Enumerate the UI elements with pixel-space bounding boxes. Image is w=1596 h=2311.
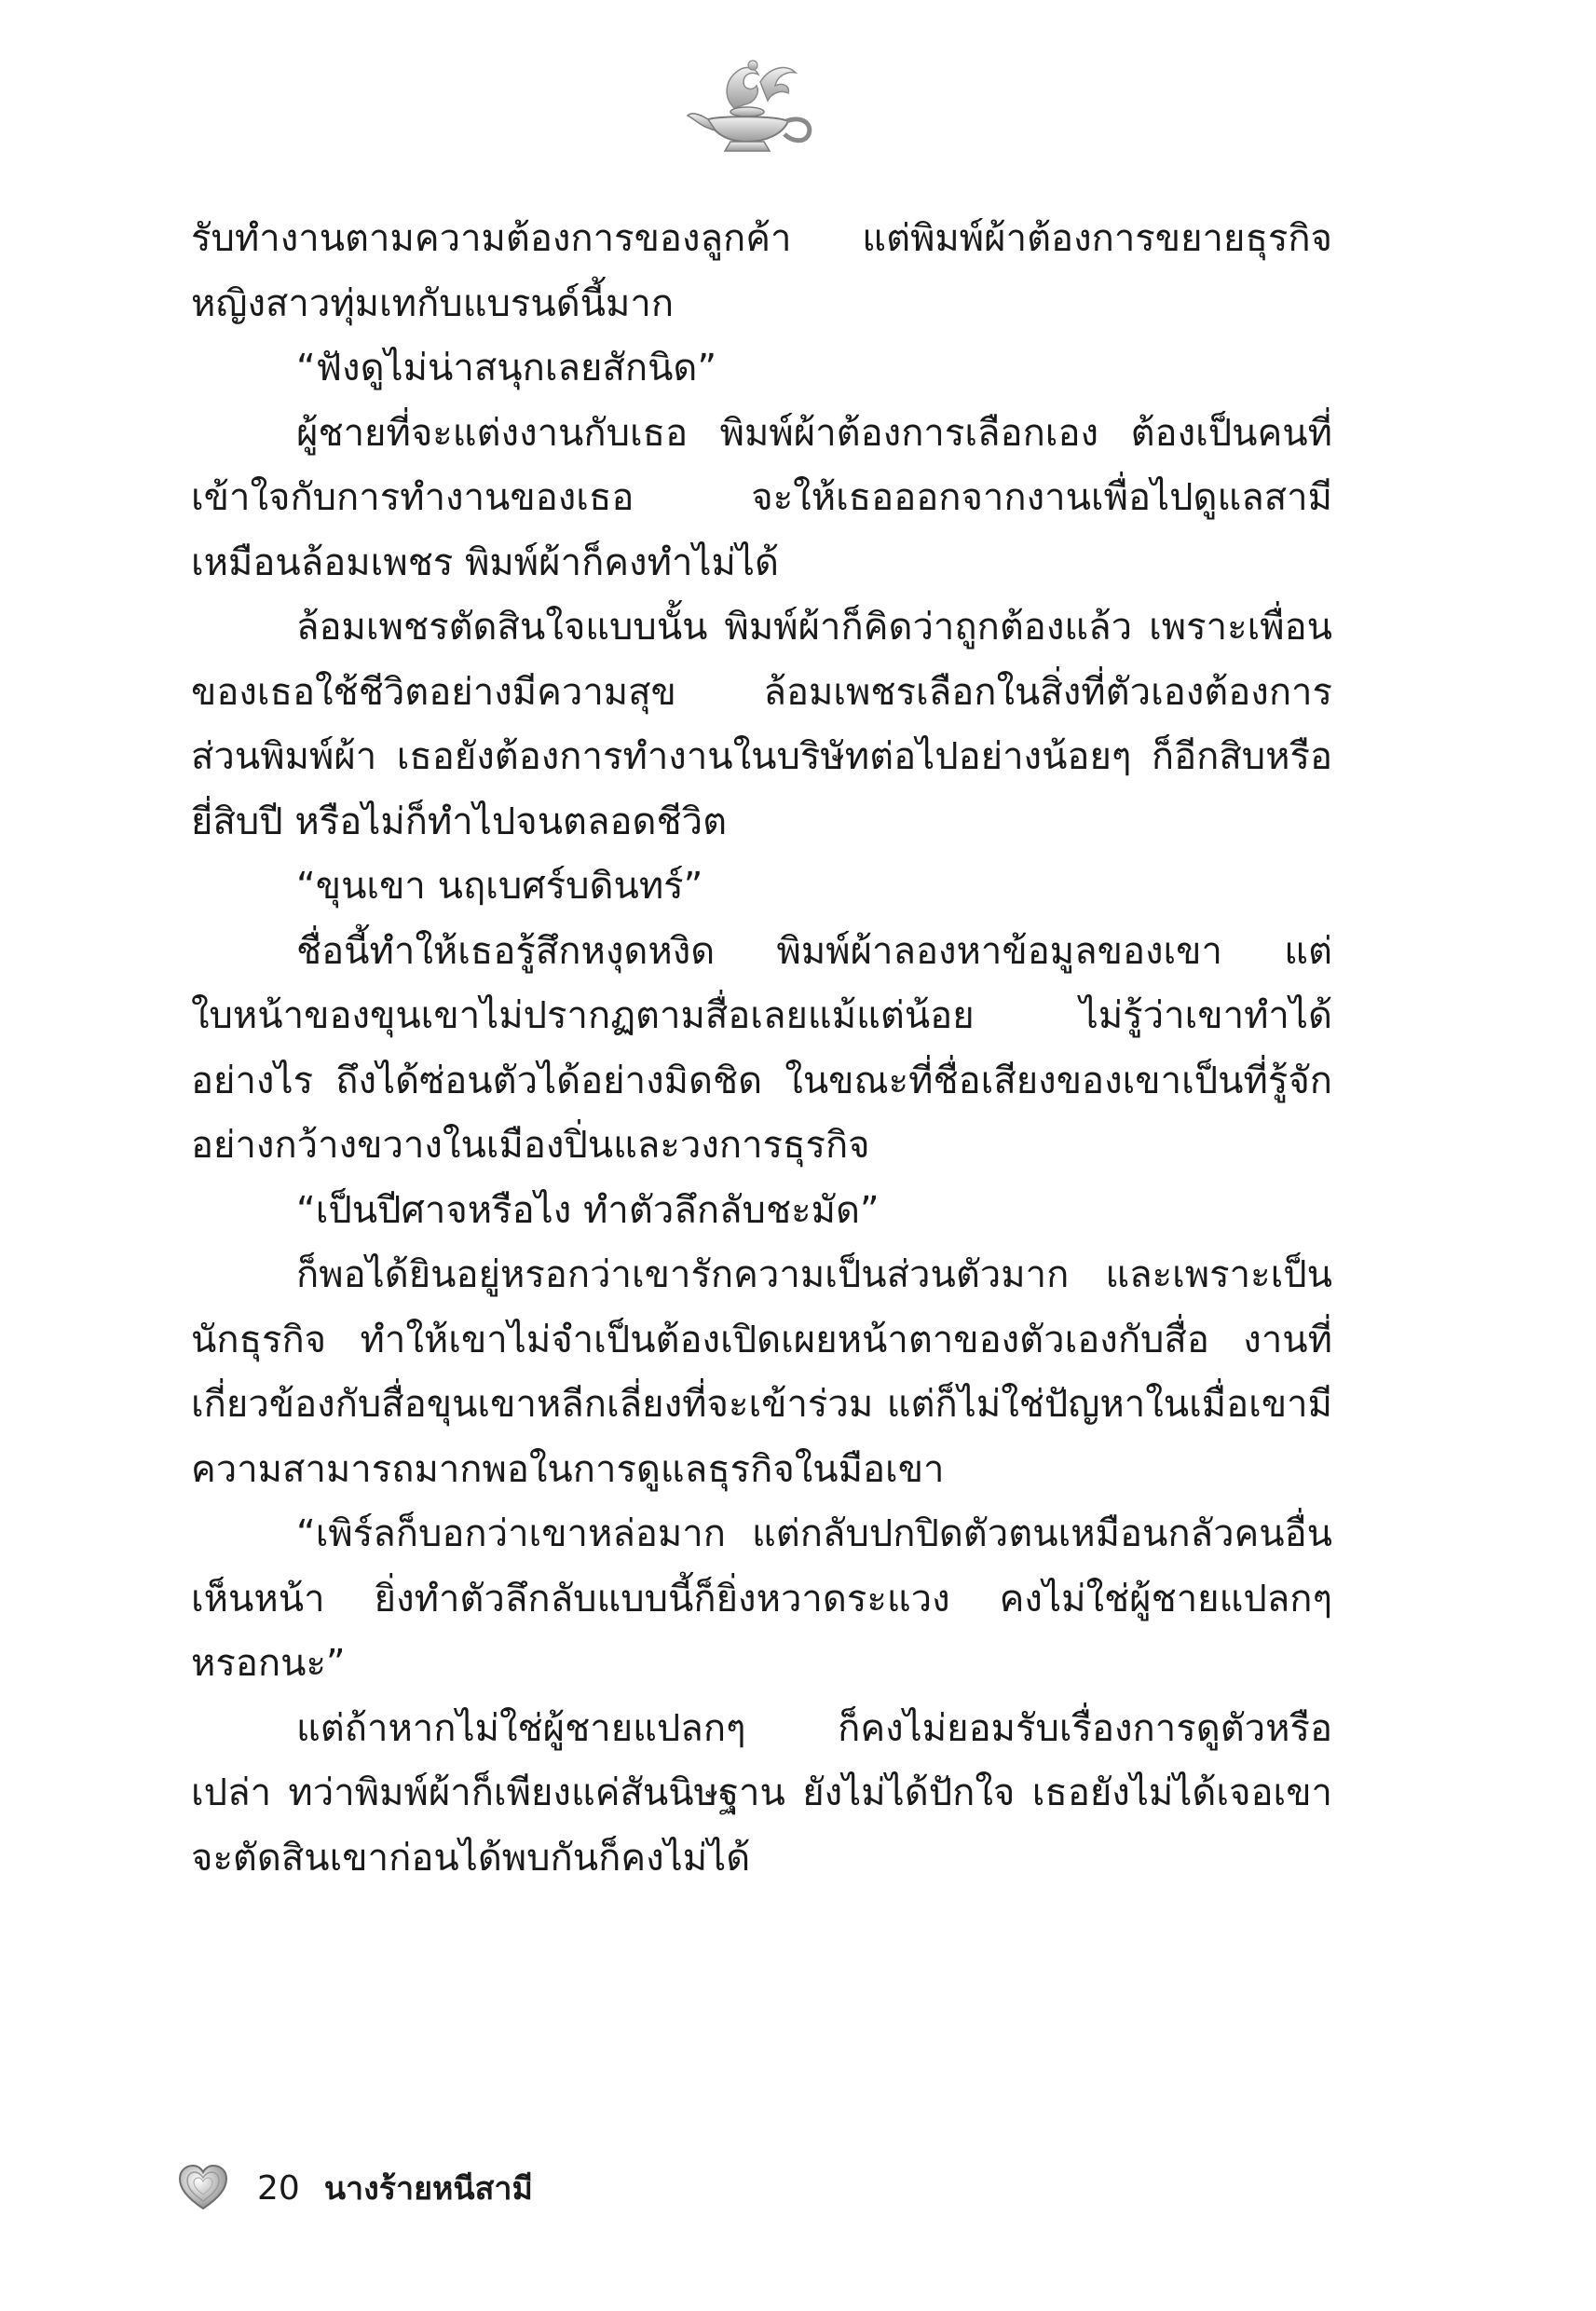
paragraph: ก็พอได้ยินอยู่หรอกว่าเขารักความเป็นส่วนตัวมาก และเพราะเป็นนักธุรกิจ ทำให้เขาไม่จำเป็นต้องเปิดเผยหน้าตาของตัวเองกับสื่อ งานที่เกี่ยวข้องกับสื่อขุนเขาหลีกเลี่ยงที่จะเข้าร่วม แต่ก็ไม่ใช่ปัญหาในเมื่อเขามีความสามารถมากพอในการดูแลธุรกิจในมือเขา bbox=[191, 1253, 1332, 1491]
paragraph: รับทำงานตามความต้องการของลูกค้า แต่พิมพ์ผ้าต้องการขยายธุรกิจ หญิงสาวทุ่มเทกับแบรนด์นี้มาก bbox=[191, 217, 1332, 325]
paragraph: ชื่อนี้ทำให้เธอรู้สึกหงุดหงิด พิมพ์ผ้าลองหาข้อมูลของเขา แต่ใบหน้าของขุนเขาไม่ปรากฏตามสื่อเลยแม้แต่น้อย ไม่รู้ว่าเขาทำได้อย่างไร ถึงได้ซ่อนตัวได้อย่างมิดชิด ในขณะที่ชื่อเสียงของเขาเป็นที่รู้จักอย่างกว้างขวางในเมืองปิ่นและวงการธุรกิจ bbox=[191, 929, 1332, 1167]
paragraph: ผู้ชายที่จะแต่งงานกับเธอ พิมพ์ผ้าต้องการเลือกเอง ต้องเป็นคนที่เข้าใจกับการทำงานของเธอ จะให้เธอออกจากงานเพื่อไปดูแลสามีเหมือนล้อมเพชร พิมพ์ผ้าก็คงทำไม่ได้ bbox=[191, 411, 1332, 584]
heart-icon bbox=[177, 2162, 229, 2214]
paragraph: ล้อมเพชรตัดสินใจแบบนั้น พิมพ์ผ้าก็คิดว่าถูกต้องแล้ว เพราะเพื่อนของเธอใช้ชีวิตอย่างมีความสุข ล้อมเพชรเลือกในสิ่งที่ตัวเองต้องการ ส่วนพิมพ์ผ้า เธอยังต้องการทำงานในบริษัทต่อไปอย่างน้อยๆ ก็อีกสิบหรือยี่สิบปี หรือไม่ก็ทำไปจนตลอดชีวิต bbox=[191, 606, 1332, 843]
paragraph: แต่ถ้าหากไม่ใช่ผู้ชายแปลกๆ ก็คงไม่ยอมรับเรื่องการดูตัวหรือเปล่า ทว่าพิมพ์ผ้าก็เพียงแค่สันนิษฐาน ยังไม่ได้ปักใจ เธอยังไม่ได้เจอเขา จะตัดสินเขาก่อนได้พบกันก็คงไม่ได้ bbox=[191, 1706, 1332, 1880]
page-footer bbox=[177, 2160, 533, 2216]
body-text bbox=[191, 207, 1332, 1891]
paragraph: “เป็นปีศาจหรือไง ทำตัวลึกลับชะมัด” bbox=[296, 1188, 880, 1232]
paragraph: “เพิร์ลก็บอกว่าเขาหล่อมาก แต่กลับปกปิดตัวตนเหมือนกลัวคนอื่นเห็นหน้า ยิ่งทำตัวลึกลับแบบนี้ก็ยิ่งหวาดระแวง คงไม่ใช่ผู้ชายแปลกๆ หรอกนะ” bbox=[191, 1512, 1332, 1685]
paragraph: “ขุนเขา นฤเบศร์บดินทร์” bbox=[296, 865, 703, 908]
book-title: นางร้ายหนีสามี bbox=[323, 2170, 533, 2208]
magic-lamp-icon bbox=[686, 54, 825, 157]
page-number: 20 bbox=[257, 2168, 300, 2208]
paragraph: “ฟังดูไม่น่าสนุกเลยสักนิด” bbox=[296, 347, 717, 390]
